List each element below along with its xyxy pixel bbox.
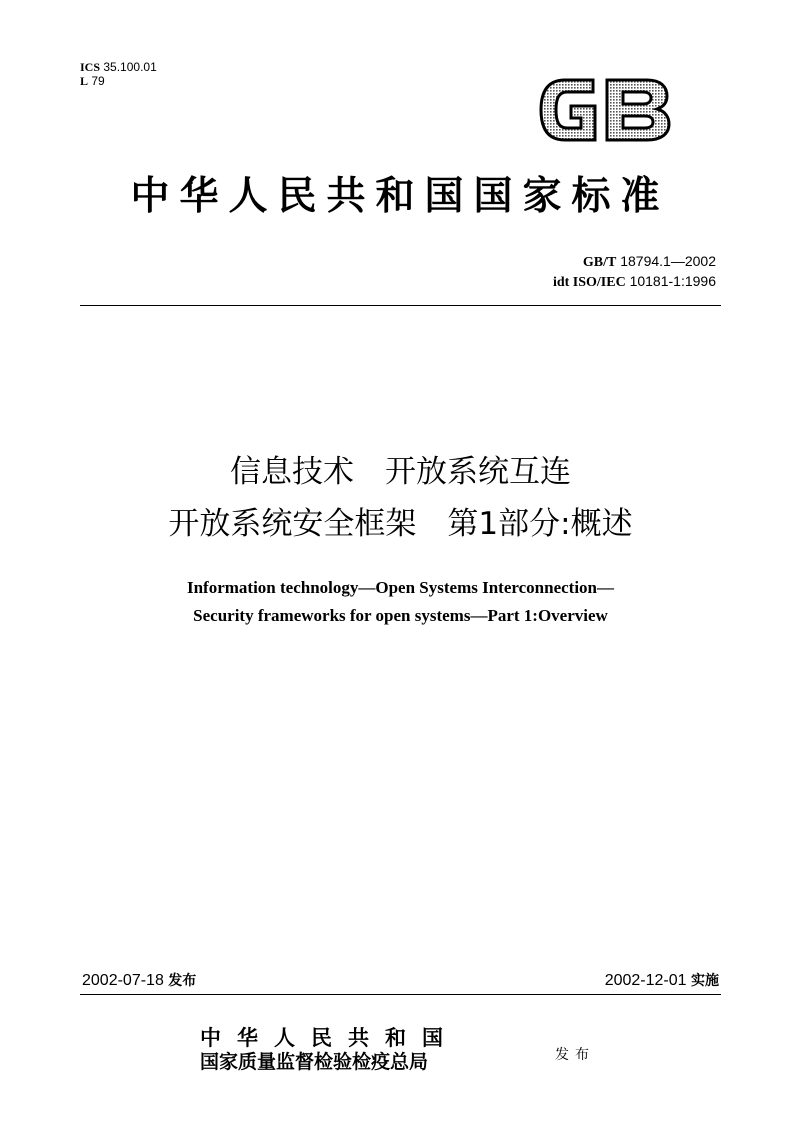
release-date-label: 发布 [168, 973, 197, 989]
standard-number-prefix: GB/T [582, 255, 617, 270]
equivalent-standard-value: 10181-1:1996 [629, 273, 716, 289]
footer-divider [80, 994, 721, 995]
ics-value: 35.100.01 [103, 60, 157, 74]
classification-label: L [80, 74, 89, 88]
gb-logo [535, 72, 675, 148]
standard-category-title: 中华人民共和国国家标准 [130, 174, 670, 219]
english-title-line-2: Security frameworks for open systems—Part 1:Overview [193, 606, 608, 625]
issuer-action: 发布 [555, 1047, 595, 1063]
equivalent-standard-prefix: idt ISO/IEC [552, 275, 626, 290]
chinese-title-line-1: 信息技术 开放系统互连 [230, 454, 571, 490]
issuer-line-2: 国家质量监督检验检疫总局 [200, 1051, 429, 1073]
effective-date-label: 实施 [691, 973, 719, 989]
date-row [80, 970, 721, 992]
chinese-title-line-2: 开放系统安全框架 第1部分:概述 [168, 506, 633, 542]
equivalent-standard [553, 272, 716, 292]
classification-value: 79 [91, 74, 105, 88]
document-meta [80, 60, 157, 88]
issuing-authority [200, 1026, 459, 1074]
english-title-line-1: Information technology—Open Systems Interconnection— [186, 578, 615, 597]
release-date-value: 2002-07-18 [82, 972, 164, 989]
effective-date-value: 2002-12-01 [604, 972, 687, 989]
ics-code [80, 60, 157, 74]
effective-date [605, 970, 719, 990]
release-date [82, 970, 196, 990]
header-divider [80, 305, 721, 306]
standard-number-block [553, 252, 716, 292]
classification-code [80, 74, 157, 88]
ics-label: ICS [80, 60, 101, 74]
standard-number [553, 252, 716, 272]
standard-number-value: 18794.1—2002 [620, 253, 716, 269]
issuer-line-1: 中华人民共和国 [200, 1025, 459, 1050]
